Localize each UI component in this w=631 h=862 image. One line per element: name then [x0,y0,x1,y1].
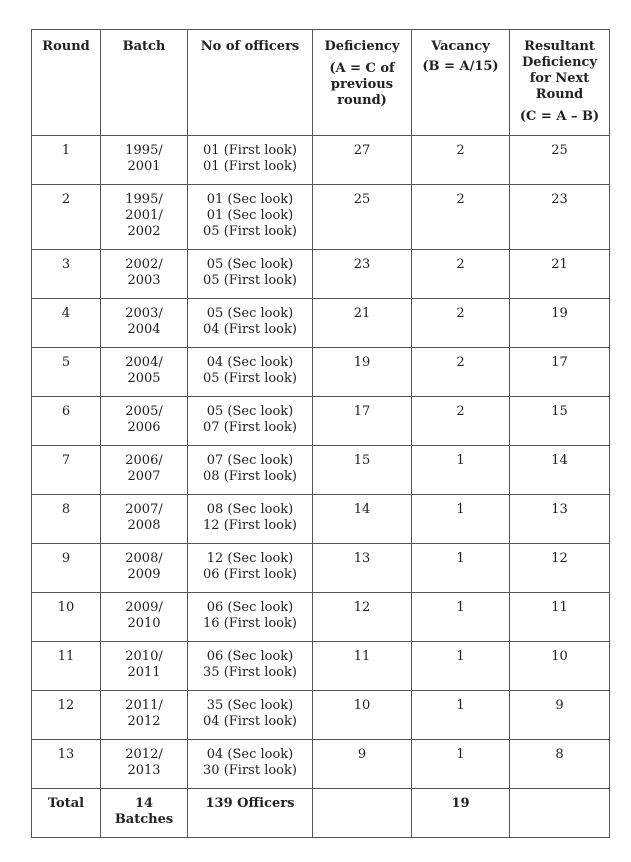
round-cell: 2 [32,185,101,250]
officers-cell-line: 30 (First look) [203,763,297,778]
table-row [32,593,610,642]
resultant-cell: 9 [510,691,610,740]
resultant-cell: 25 [510,136,610,185]
batch-cell-line: 2010 [127,616,161,631]
vacancy-cell: 2 [412,136,510,185]
round-cell: 11 [32,642,101,691]
deficiency-cell: 13 [313,544,412,593]
vacancy-cell: 1 [412,740,510,789]
officers-cell [188,185,313,250]
table-row [32,495,610,544]
batch-cell [101,740,188,789]
batch-cell-line: 2009/ [125,600,163,615]
batch-cell [101,593,188,642]
officers-cell [188,642,313,691]
round-cell: 8 [32,495,101,544]
header-resultant: Resultant Deficiency for Next Round (C = A – B) [510,30,610,136]
officers-cell-line: 01 (Sec look) [206,192,294,207]
round-cell: 1 [32,136,101,185]
officers-cell-line: 06 (Sec look) [206,600,294,615]
batch-cell-line: 2002/ [125,257,163,272]
officers-cell [188,740,313,789]
batch-cell [101,642,188,691]
officers-cell-line: 04 (Sec look) [206,355,294,370]
total-deficiency [313,789,412,838]
vacancy-cell: 2 [412,299,510,348]
batch-cell-line: 2008/ [125,551,163,566]
batch-cell-line: 2009 [127,567,161,582]
table-row [32,691,610,740]
batch-cell-line: 2006/ [125,453,163,468]
resultant-cell: 17 [510,348,610,397]
batch-cell-line: 2012 [127,714,161,729]
table-row [32,544,610,593]
header-officers: No of officers [188,30,313,136]
deficiency-table [31,29,610,838]
officers-cell-line: 07 (Sec look) [206,453,294,468]
officers-cell-line: 01 (First look) [203,159,297,174]
batch-cell [101,446,188,495]
resultant-cell: 13 [510,495,610,544]
deficiency-cell: 21 [313,299,412,348]
officers-cell-line: 04 (First look) [203,322,297,337]
resultant-cell: 10 [510,642,610,691]
round-cell: 13 [32,740,101,789]
officers-cell-line: 05 (Sec look) [206,404,294,419]
table-row [32,136,610,185]
total-batches-line: Batches [114,812,174,827]
officers-cell [188,397,313,446]
round-cell: 10 [32,593,101,642]
header-vacancy-note: (B = A/15) [422,59,499,74]
officers-cell [188,250,313,299]
table-row [32,348,610,397]
batch-cell-line: 2003/ [125,306,163,321]
batch-cell-line: 1995/ [125,192,163,207]
total-resultant [510,789,610,838]
table-row [32,250,610,299]
officers-cell-line: 05 (First look) [203,224,297,239]
header-resultant-note: (C = A – B) [519,109,600,124]
total-officers: 139 Officers [188,789,313,838]
deficiency-cell: 9 [313,740,412,789]
deficiency-cell: 15 [313,446,412,495]
vacancy-cell: 2 [412,348,510,397]
officers-cell-line: 35 (Sec look) [206,698,294,713]
vacancy-cell: 1 [412,446,510,495]
officers-cell-line: 12 (First look) [203,518,297,533]
batch-cell-line: 2001/ [125,208,163,223]
vacancy-cell: 1 [412,495,510,544]
round-cell: 4 [32,299,101,348]
header-vacancy: Vacancy (B = A/15) [412,30,510,136]
resultant-cell: 12 [510,544,610,593]
vacancy-cell: 1 [412,642,510,691]
resultant-cell: 11 [510,593,610,642]
deficiency-cell: 11 [313,642,412,691]
officers-cell-line: 01 (First look) [203,143,297,158]
header-deficiency: Deficiency (A = C of previous round) [313,30,412,136]
batch-cell [101,495,188,544]
deficiency-cell: 12 [313,593,412,642]
table-row [32,185,610,250]
officers-cell-line: 08 (First look) [203,469,297,484]
header-row [32,30,610,136]
batch-cell-line: 2004 [127,322,161,337]
batch-cell [101,348,188,397]
officers-cell [188,593,313,642]
round-cell: 12 [32,691,101,740]
batch-cell-line: 2010/ [125,649,163,664]
batch-cell [101,136,188,185]
officers-cell [188,495,313,544]
total-batches-line: 14 [134,796,154,811]
officers-cell-line: 07 (First look) [203,420,297,435]
table-row [32,740,610,789]
batch-cell [101,544,188,593]
batch-cell-line: 2008 [127,518,161,533]
round-cell: 7 [32,446,101,495]
vacancy-cell: 1 [412,593,510,642]
officers-cell-line: 05 (First look) [203,273,297,288]
batch-cell-line: 2005 [127,371,161,386]
vacancy-cell: 1 [412,691,510,740]
total-row [32,789,610,838]
deficiency-cell: 14 [313,495,412,544]
officers-cell [188,691,313,740]
officers-cell-line: 16 (First look) [203,616,297,631]
officers-cell-line: 06 (Sec look) [206,649,294,664]
vacancy-cell: 2 [412,250,510,299]
officers-cell-line: 08 (Sec look) [206,502,294,517]
resultant-cell: 19 [510,299,610,348]
header-batch: Batch [101,30,188,136]
resultant-cell: 15 [510,397,610,446]
table-row [32,397,610,446]
batch-cell-line: 2013 [127,763,161,778]
batch-cell-line: 2003 [127,273,161,288]
total-batches [101,789,188,838]
batch-cell [101,250,188,299]
deficiency-cell: 23 [313,250,412,299]
officers-cell-line: 05 (Sec look) [206,306,294,321]
deficiency-cell: 27 [313,136,412,185]
batch-cell [101,185,188,250]
resultant-cell: 8 [510,740,610,789]
header-round: Round [32,30,101,136]
batch-cell-line: 2004/ [125,355,163,370]
deficiency-cell: 10 [313,691,412,740]
batch-cell [101,299,188,348]
batch-cell [101,397,188,446]
batch-cell-line: 2001 [127,159,161,174]
table-row [32,446,610,495]
batch-cell-line: 2012/ [125,747,163,762]
round-cell: 6 [32,397,101,446]
header-deficiency-note: (A = C of previous round) [329,61,395,108]
batch-cell-line: 2005/ [125,404,163,419]
officers-cell [188,544,313,593]
officers-cell [188,136,313,185]
batch-cell-line: 1995/ [125,143,163,158]
deficiency-cell: 19 [313,348,412,397]
round-cell: 9 [32,544,101,593]
batch-cell-line: 2006 [127,420,161,435]
batch-cell-line: 2007/ [125,502,163,517]
officers-cell-line: 05 (First look) [203,371,297,386]
round-cell: 5 [32,348,101,397]
resultant-cell: 21 [510,250,610,299]
total-label: Total [32,789,101,838]
table-row [32,642,610,691]
batch-cell-line: 2011/ [125,698,163,713]
officers-cell-line: 05 (Sec look) [206,257,294,272]
officers-cell [188,446,313,495]
batch-cell-line: 2011 [127,665,161,680]
vacancy-cell: 2 [412,397,510,446]
batch-cell-line: 2002 [127,224,161,239]
round-cell: 3 [32,250,101,299]
officers-cell-line: 35 (First look) [203,665,297,680]
officers-cell-line: 01 (Sec look) [206,208,294,223]
batch-cell [101,691,188,740]
officers-cell-line: 06 (First look) [203,567,297,582]
batch-cell-line: 2007 [127,469,161,484]
officers-cell-line: 04 (Sec look) [206,747,294,762]
resultant-cell: 23 [510,185,610,250]
table-row [32,299,610,348]
deficiency-cell: 25 [313,185,412,250]
vacancy-cell: 1 [412,544,510,593]
officers-cell-line: 04 (First look) [203,714,297,729]
vacancy-cell: 2 [412,185,510,250]
resultant-cell: 14 [510,446,610,495]
officers-cell [188,299,313,348]
total-vacancy: 19 [412,789,510,838]
officers-cell [188,348,313,397]
deficiency-cell: 17 [313,397,412,446]
officers-cell-line: 12 (Sec look) [206,551,294,566]
